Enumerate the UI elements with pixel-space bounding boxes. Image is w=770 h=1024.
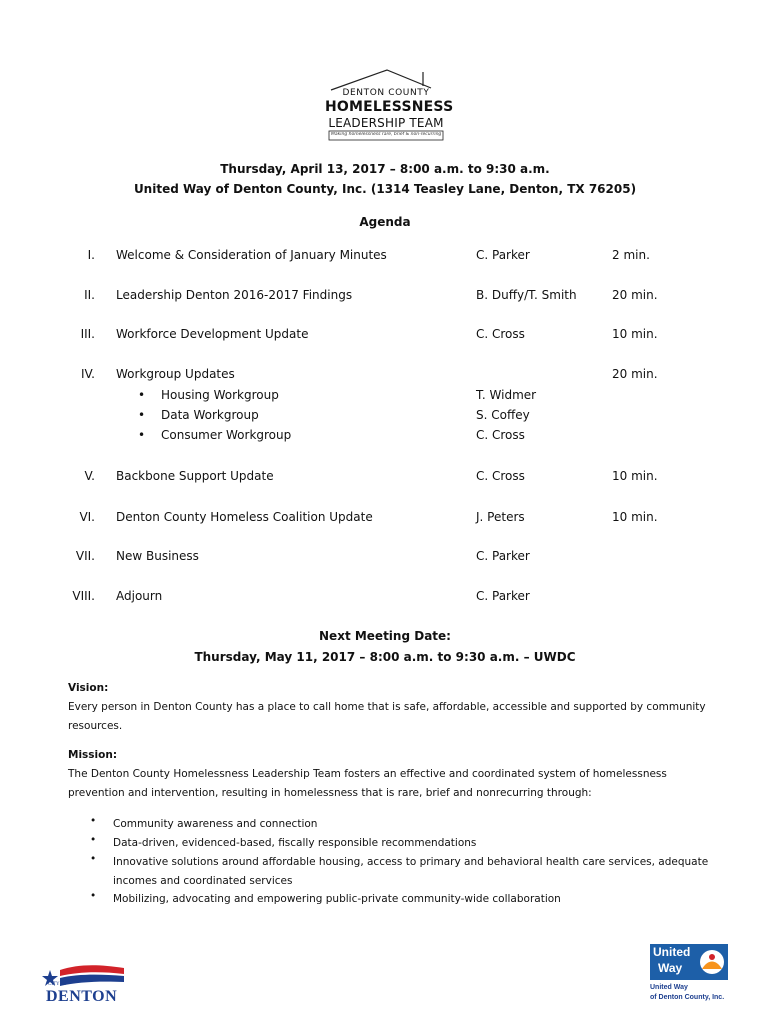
workgroup-label: Housing Workgroup (161, 388, 279, 402)
agenda-item: Welcome & Consideration of January Minutes (116, 248, 387, 262)
agenda-item: New Business (116, 549, 199, 563)
bullet-icon: • (138, 388, 146, 402)
mission-bullet: Community awareness and connection (113, 818, 318, 830)
hlt-logo (325, 66, 454, 142)
uw-caption1: United Way (650, 984, 688, 991)
agenda-num: II. (84, 288, 95, 302)
agenda-item: Adjourn (116, 589, 163, 603)
agenda-presenter: C. Parker (476, 248, 530, 262)
city-logo-text: DENTON (46, 988, 118, 1005)
bullet-icon: • (90, 815, 97, 827)
agenda-time: 10 min. (612, 469, 658, 483)
meeting-datetime: Thursday, April 13, 2017 – 8:00 a.m. to 9:30 a.m. (220, 162, 550, 176)
bullet-icon: • (90, 834, 97, 846)
agenda-item: Backbone Support Update (116, 469, 274, 483)
bullet-icon: • (90, 890, 97, 902)
agenda-num: V. (84, 469, 95, 483)
uw-line1: United (653, 945, 691, 959)
city-logo-small: CITY OF (48, 982, 68, 987)
agenda-num: VII. (75, 549, 95, 563)
united-way-logo (650, 944, 730, 1006)
bullet-icon: • (138, 408, 146, 422)
agenda-num: III. (80, 327, 95, 341)
uw-logo-box (650, 944, 728, 980)
mission-label: Mission: (68, 749, 118, 761)
next-meeting-datetime: Thursday, May 11, 2017 – 8:00 a.m. to 9:30 a.m. – UWDC (194, 650, 576, 664)
vision-label: Vision: (68, 682, 109, 694)
logo-line-leadership: LEADERSHIP TEAM (328, 116, 444, 130)
agenda-presenter: J. Peters (476, 510, 525, 524)
agenda-presenter: C. Cross (476, 327, 525, 341)
logo-line-county: DENTON COUNTY (342, 88, 430, 98)
agenda-presenter: B. Duffy/T. Smith (476, 288, 577, 302)
city-of-denton-logo (38, 962, 128, 1008)
mission-bullet: Innovative solutions around affordable housing, access to primary and behavioral health care services, adequate incomes and coordinated services (113, 856, 709, 887)
bullet-icon: • (138, 428, 146, 442)
agenda-time: 2 min. (612, 248, 650, 262)
uw-caption2: of Denton County, Inc. (650, 994, 725, 1001)
logo-line-homelessness: HOMELESSNESS (325, 99, 454, 115)
agenda-presenter: C. Parker (476, 589, 530, 603)
agenda-num: I. (87, 248, 95, 262)
logo-tagline: Making homelessness rare, brief & non-recurring (331, 132, 441, 137)
workgroup-presenter: T. Widmer (476, 388, 537, 402)
agenda-time: 20 min. (612, 288, 658, 302)
agenda-num: VIII. (72, 589, 95, 603)
agenda-table (0, 246, 770, 616)
workgroup-label: Data Workgroup (161, 408, 259, 422)
agenda-item: Leadership Denton 2016-2017 Findings (116, 288, 353, 302)
mission-bullet: Data-driven, evidenced-based, fiscally responsible recommendations (113, 837, 477, 849)
next-meeting-label: Next Meeting Date: (319, 629, 451, 643)
agenda-time: 10 min. (612, 510, 658, 524)
workgroup-presenter: C. Cross (476, 428, 525, 442)
vision-text: Every person in Denton County has a place to call home that is safe, affordable, accessible and supported by community resources. (68, 701, 706, 732)
uw-hand-icon (698, 947, 726, 977)
agenda-presenter: C. Parker (476, 549, 530, 563)
agenda-num: VI. (79, 510, 95, 524)
agenda-presenter: C. Cross (476, 469, 525, 483)
agenda-item: Workgroup Updates (116, 367, 235, 381)
uw-line2: Way (658, 961, 683, 975)
workgroup-label: Consumer Workgroup (161, 428, 292, 442)
meeting-location: United Way of Denton County, Inc. (1314 Teasley Lane, Denton, TX 76205) (133, 182, 637, 196)
agenda-time: 10 min. (612, 327, 658, 341)
agenda-item: Denton County Homeless Coalition Update (116, 510, 373, 524)
workgroup-presenter: S. Coffey (476, 408, 530, 422)
agenda-item: Workforce Development Update (116, 327, 309, 341)
mission-text: The Denton County Homelessness Leadership Team fosters an effective and coordinated system of homelessness prevention and intervention, resulting in homelessness that is rare, brief and nonrecurring through: (68, 768, 667, 799)
agenda-num: IV. (80, 367, 95, 381)
mission-bullet: Mobilizing, advocating and empowering public-private community-wide collaboration (113, 893, 561, 905)
bullet-icon: • (90, 853, 97, 865)
agenda-time: 20 min. (612, 367, 658, 381)
agenda-title: Agenda (359, 215, 411, 229)
